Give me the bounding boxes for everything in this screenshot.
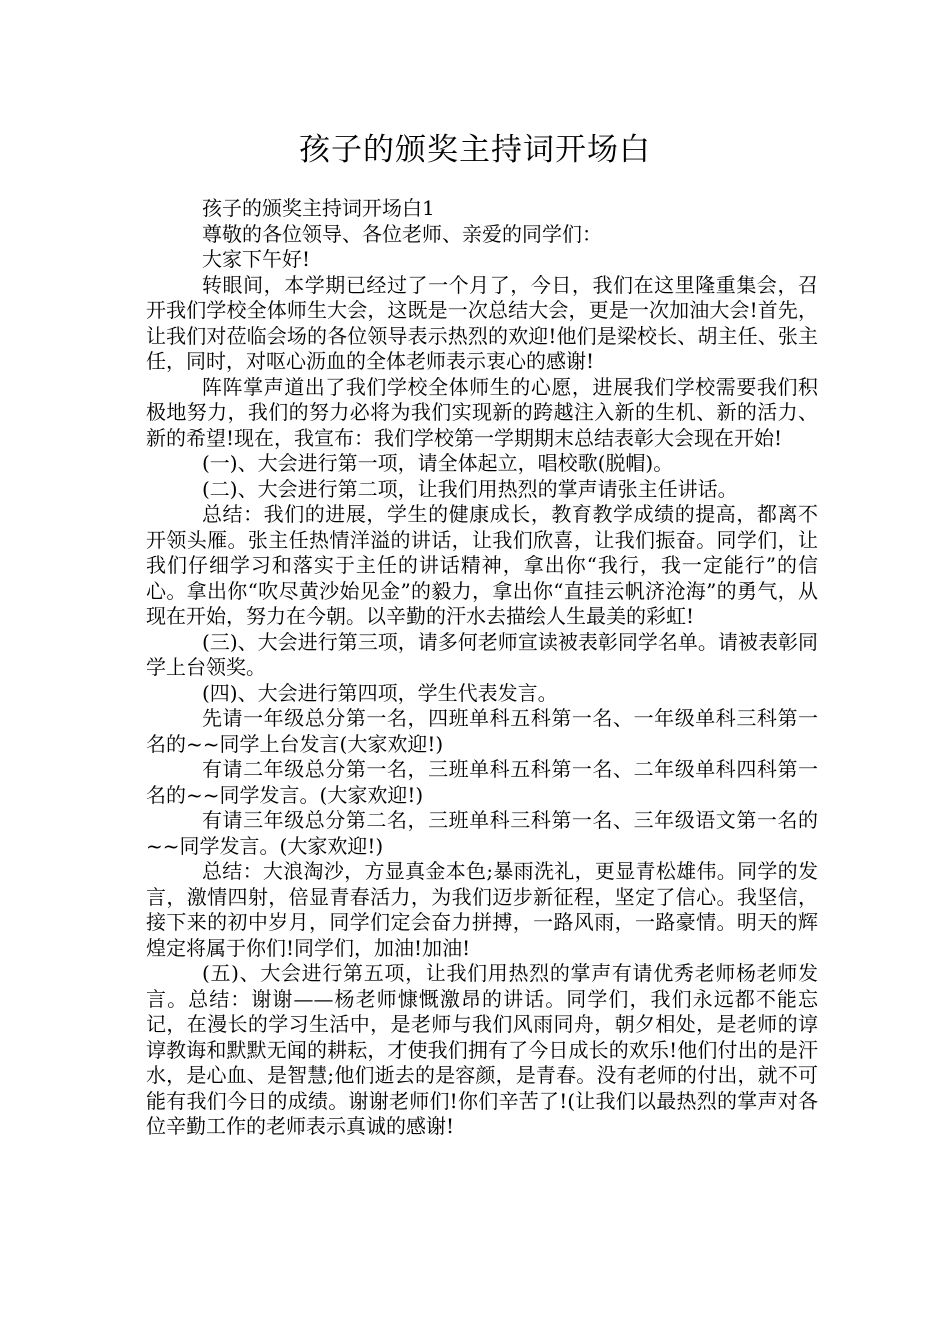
paragraph-subtitle: 孩子的颁奖主持词开场白1 — [202, 196, 435, 220]
paragraph-summary-2: 总结：大浪淘沙，方显真金本色;暴雨洗礼，更显青松雄伟。同学的发言，激情四射，倍显青春活力，为我们迈步新征程，坚定了信心。我坚信，接下来的初中岁月，同学们定会奋力拼搏，一路风雨，一路豪情。明天的辉煌定将属于你们!同学们，加油!加油! — [146, 859, 818, 960]
paragraph-item-3: (三)、大会进行第三项，请多何老师宣读被表彰同学名单。请被表彰同学上台领奖。 — [146, 629, 818, 679]
paragraph-item-4: (四)、大会进行第四项，学生代表发言。 — [202, 680, 558, 705]
paragraph-grade-3: 有请三年级总分第二名，三班单科三科第一名、三年级语文第一名的~~同学发言。(大家欢迎!) — [146, 808, 818, 858]
paragraph-greeting: 尊敬的各位领导、各位老师、亲爱的同学们： — [202, 221, 602, 246]
paragraph-grade-1: 先请一年级总分第一名，四班单科五科第一名、一年级单科三科第一名的~~同学上台发言(大家欢迎!) — [146, 706, 818, 756]
paragraph-item-1: (一)、大会进行第一项，请全体起立，唱校歌(脱帽)。 — [202, 451, 674, 475]
paragraph-item-5: (五)、大会进行第五项，让我们用热烈的掌声有请优秀老师杨老师发言。总结：谢谢——杨老师慷慨激昂的讲话。同学们，我们永远都不能忘记，在漫长的学习生活中，是老师与我们风雨同舟，朝夕相处，是老师的谆谆教诲和默默无闻的耕耘，才使我们拥有了今日成长的欢乐!他们付出的是汗水，是心血、是智慧;他们逝去的是容颜，是青春。没有老师的付出，就不可能有我们今日的成绩。谢谢老师们!你们辛苦了!(让我们以最热烈的掌声对各位辛勤工作的老师表示真诚的感谢! — [146, 961, 818, 1138]
paragraph-item-2: (二)、大会进行第二项，让我们用热烈的掌声请张主任讲话。 — [202, 476, 738, 501]
paragraph-announcement: 阵阵掌声道出了我们学校全体师生的心愿，进展我们学校需要我们积极地努力，我们的努力必将为我们实现新的跨越注入新的生机、新的活力、新的希望!现在，我宣布：我们学校第一学期期末总结表彰大会现在开始! — [146, 374, 818, 450]
paragraph-salutation: 大家下午好! — [202, 247, 311, 271]
document-body — [146, 196, 818, 1140]
paragraph-grade-2: 有请二年级总分第一名，三班单科五科第一名、二年级单科四科第一名的~~同学发言。(大家欢迎!) — [146, 757, 818, 807]
paragraph-summary-1: 总结：我们的进展，学生的健康成长，教育教学成绩的提高，都离不开领头雁。张主任热情洋溢的讲话，让我们欣喜，让我们振奋。同学们，让我们仔细学习和落实于主任的讲话精神，拿出你“我行，我一定能行”的信心。拿出你“吹尽黄沙始见金”的毅力，拿出你“直挂云帆济沧海”的勇气，从现在开始，努力在今朝。以辛勤的汗水去描绘人生最美的彩虹! — [146, 502, 818, 628]
document-title: 孩子的颁奖主持词开场白 — [299, 132, 651, 168]
paragraph-opening: 转眼间，本学期已经过了一个月了，今日，我们在这里隆重集会，召开我们学校全体师生大会，这既是一次总结大会，更是一次加油大会!首先，让我们对莅临会场的各位领导表示热烈的欢迎!他们是梁校长、胡主任、张主任，同时，对呕心沥血的全体老师表示衷心的感谢! — [146, 272, 818, 373]
